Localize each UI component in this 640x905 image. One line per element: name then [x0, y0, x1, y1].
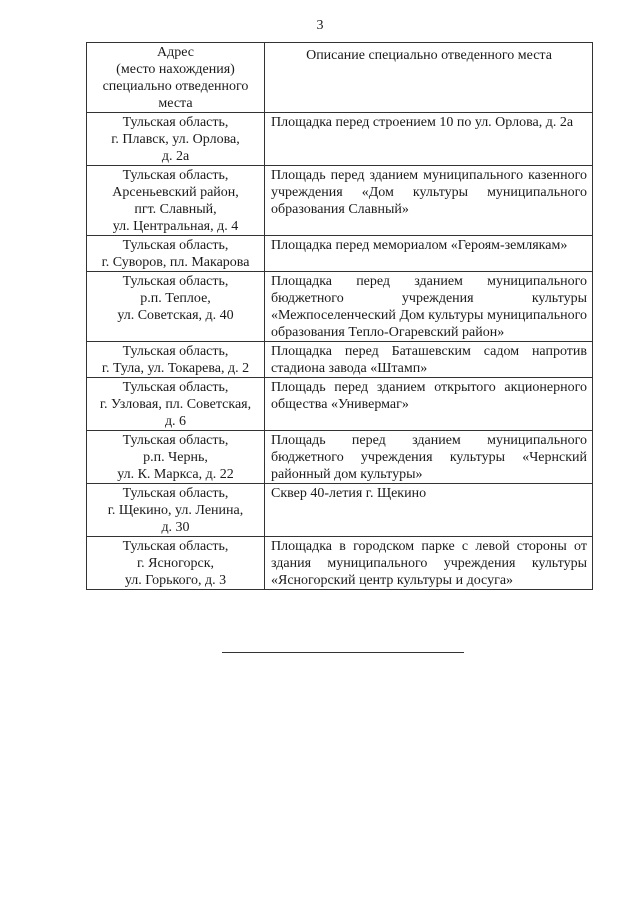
address-line: ул. Горького, д. 3 [124, 573, 227, 588]
address-cell [87, 378, 265, 431]
description-cell: Площадка перед мемориалом «Героям-землякам» [265, 236, 593, 272]
header-address-line: (место нахождения) [116, 62, 235, 77]
address-column-header [87, 43, 265, 113]
description-cell: Сквер 40-летия г. Щекино [265, 484, 593, 537]
address-line: Тульская область, [122, 486, 229, 501]
address-line: г. Тула, ул. Токарева, д. 2 [101, 361, 250, 376]
address-line: г. Плавск, ул. Орлова, [111, 132, 240, 147]
address-line: Тульская область, [122, 115, 229, 130]
header-address-line: места [158, 96, 193, 111]
address-cell [87, 166, 265, 236]
address-line: д. 30 [161, 520, 190, 535]
address-line: Тульская область, [122, 238, 229, 253]
table-row [87, 113, 593, 166]
address-cell [87, 431, 265, 484]
table-row [87, 236, 593, 272]
address-line: Тульская область, [122, 168, 229, 183]
address-cell [87, 537, 265, 590]
table-row [87, 537, 593, 590]
address-cell [87, 342, 265, 378]
address-line: Тульская область, [122, 274, 229, 289]
address-line: р.п. Теплое, [140, 291, 211, 306]
address-line: ул. Центральная, д. 4 [112, 219, 239, 234]
places-table [86, 42, 593, 590]
table-row [87, 342, 593, 378]
table-row [87, 431, 593, 484]
address-line: Арсеньевский район, [112, 185, 239, 200]
address-line: д. 6 [164, 414, 187, 429]
address-cell [87, 484, 265, 537]
address-line: г. Узловая, пл. Советская, [99, 397, 252, 412]
description-column-header: Описание специально отведенного места [265, 43, 593, 113]
closing-rule [222, 652, 464, 653]
address-line: Тульская область, [122, 380, 229, 395]
address-line: д. 2а [161, 149, 190, 164]
address-cell [87, 113, 265, 166]
address-line: р.п. Чернь, [143, 450, 208, 465]
address-line: г. Щекино, ул. Ленина, [107, 503, 244, 518]
table-row [87, 484, 593, 537]
page-number: 3 [316, 18, 324, 33]
description-cell: Площадь перед зданием муниципального казенного учреждения «Дом культуры муниципального образования Славный» [265, 166, 593, 236]
address-line: Тульская область, [122, 344, 229, 359]
description-cell: Площадь перед зданием муниципального бюджетного учреждения культуры «Чернский районный дом культуры» [265, 431, 593, 484]
address-line: Тульская область, [122, 433, 229, 448]
table-row [87, 166, 593, 236]
address-line: ул. К. Маркса, д. 22 [117, 467, 234, 482]
description-cell: Площадка перед строением 10 по ул. Орлова, д. 2а [265, 113, 593, 166]
header-address-line: специально отведенного [102, 79, 249, 94]
table-row [87, 272, 593, 342]
description-cell: Площадка перед Баташевским садом напротив стадиона завода «Штамп» [265, 342, 593, 378]
address-line: пгт. Славный, [134, 202, 217, 217]
description-cell: Площадь перед зданием открытого акционерного общества «Универмаг» [265, 378, 593, 431]
header-address-line: Адрес [156, 45, 194, 60]
table-header-row [87, 43, 593, 113]
description-cell: Площадка в городском парке с левой стороны от здания муниципального учреждения культуры «Ясногорский центр культуры и досуга» [265, 537, 593, 590]
address-line: г. Суворов, пл. Макарова [101, 255, 250, 270]
table-row [87, 378, 593, 431]
address-line: ул. Советская, д. 40 [117, 308, 234, 323]
address-line: Тульская область, [122, 539, 229, 554]
address-cell [87, 272, 265, 342]
address-cell [87, 236, 265, 272]
address-line: г. Ясногорск, [136, 556, 215, 571]
description-cell: Площадка перед зданием муниципального бюджетного учреждения культуры «Межпоселенческий Дом культуры муниципального образования Тепло-Огаревский район» [265, 272, 593, 342]
